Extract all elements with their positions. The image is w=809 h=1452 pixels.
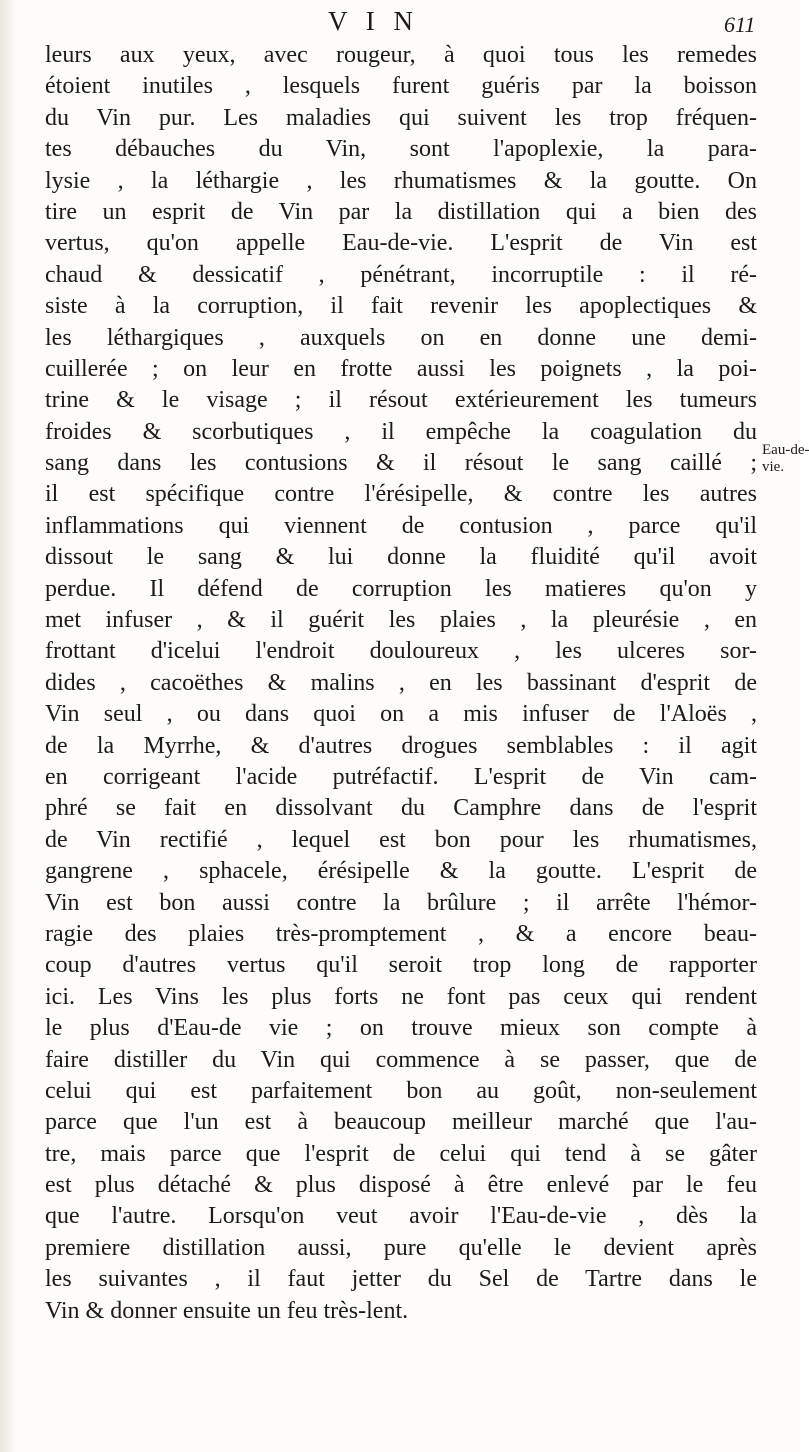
text-line: vertus, qu'on appelle Eau-de-vie. L'esprit de Vin est bbox=[45, 230, 757, 257]
text-line: étoient inutiles , lesquels furent guéris par la boisson bbox=[45, 73, 757, 100]
text-line: gangrene , sphacele, érésipelle & la goutte. L'esprit de bbox=[45, 858, 757, 885]
text-line: premiere distillation aussi, pure qu'elle le devient après bbox=[45, 1234, 757, 1261]
margin-note: Eau-de- vie. bbox=[762, 442, 809, 475]
text-line: sang dans les contusions & il résout le sang caillé ; bbox=[45, 450, 757, 477]
text-line: les suivantes , il faut jetter du Sel de Tartre dans le bbox=[45, 1266, 757, 1293]
text-line: Vin & donner ensuite un feu très-lent. bbox=[45, 1297, 409, 1324]
body-text bbox=[45, 40, 757, 1327]
text-line: ici. Les Vins les plus forts ne font pas ceux qui rendent bbox=[45, 983, 757, 1010]
text-line: tire un esprit de Vin par la distillation qui a bien des bbox=[45, 198, 757, 225]
text-line: met infuser , & il guérit les plaies , la pleurésie , en bbox=[45, 607, 757, 634]
text-line: chaud & dessicatif , pénétrant, incorruptile : il ré- bbox=[45, 261, 757, 288]
text-line: lysie , la léthargie , les rhumatismes & la goutte. On bbox=[45, 167, 757, 194]
text-line: frottant d'icelui l'endroit douloureux , les ulceres sor- bbox=[45, 638, 757, 665]
text-line: perdue. Il défend de corruption les matieres qu'on y bbox=[45, 575, 757, 602]
text-line: dissout le sang & lui donne la fluidité qu'il avoit bbox=[45, 544, 757, 571]
text-line: parce que l'un est à beaucoup meilleur marché que l'au- bbox=[45, 1109, 757, 1136]
text-line: inflammations qui viennent de contusion , parce qu'il bbox=[45, 512, 757, 539]
page-number: 611 bbox=[724, 12, 756, 37]
text-line: trine & le visage ; il résout extérieurement les tumeurs bbox=[45, 387, 757, 414]
gutter-shadow bbox=[0, 0, 16, 1452]
text-line: il est spécifique contre l'érésipelle, & contre les autres bbox=[45, 481, 757, 508]
running-head: V I N bbox=[328, 6, 420, 36]
text-line: phré se fait en dissolvant du Camphre dans de l'esprit bbox=[45, 795, 757, 822]
text-line: de Vin rectifié , lequel est bon pour les rhumatismes, bbox=[45, 826, 757, 853]
text-line: les léthargiques , auxquels on en donne une demi- bbox=[45, 324, 757, 351]
page-header bbox=[0, 6, 800, 42]
text-line: tes débauches du Vin, sont l'apoplexie, la para- bbox=[45, 136, 757, 163]
text-line: Vin est bon aussi contre la brûlure ; il arrête l'hémor- bbox=[45, 889, 757, 916]
text-line: en corrigeant l'acide putréfactif. L'esprit de Vin cam- bbox=[45, 763, 757, 790]
text-line: siste à la corruption, il fait revenir les apoplectiques & bbox=[45, 293, 757, 320]
text-line: dides , cacoëthes & malins , en les bassinant d'esprit de bbox=[45, 669, 757, 696]
text-line: Vin seul , ou dans quoi on a mis infuser de l'Aloës , bbox=[45, 701, 757, 728]
text-line: froides & scorbutiques , il empêche la coagulation du bbox=[45, 418, 757, 445]
text-line: cuillerée ; on leur en frotte aussi les poignets , la poi- bbox=[45, 355, 757, 382]
text-line: tre, mais parce que l'esprit de celui qui tend à se gâter bbox=[45, 1140, 757, 1167]
text-line: leurs aux yeux, avec rougeur, à quoi tous les remedes bbox=[45, 42, 757, 68]
text-line: le plus d'Eau-de vie ; on trouve mieux son compte à bbox=[45, 1015, 757, 1042]
text-line: est plus détaché & plus disposé à être enlevé par le feu bbox=[45, 1172, 757, 1199]
text-line: ragie des plaies très-promptement , & a encore beau- bbox=[45, 920, 757, 947]
text-line: du Vin pur. Les maladies qui suivent les trop fréquen- bbox=[45, 104, 757, 131]
text-line: celui qui est parfaitement bon au goût, non-seulement bbox=[45, 1077, 757, 1104]
text-line: faire distiller du Vin qui commence à se passer, que de bbox=[45, 1046, 757, 1073]
text-line: coup d'autres vertus qu'il seroit trop long de rapporter bbox=[45, 952, 757, 979]
text-line: que l'autre. Lorsqu'on veut avoir l'Eau-de-vie , dès la bbox=[45, 1203, 757, 1230]
text-line: de la Myrrhe, & d'autres drogues semblables : il agit bbox=[45, 732, 757, 759]
